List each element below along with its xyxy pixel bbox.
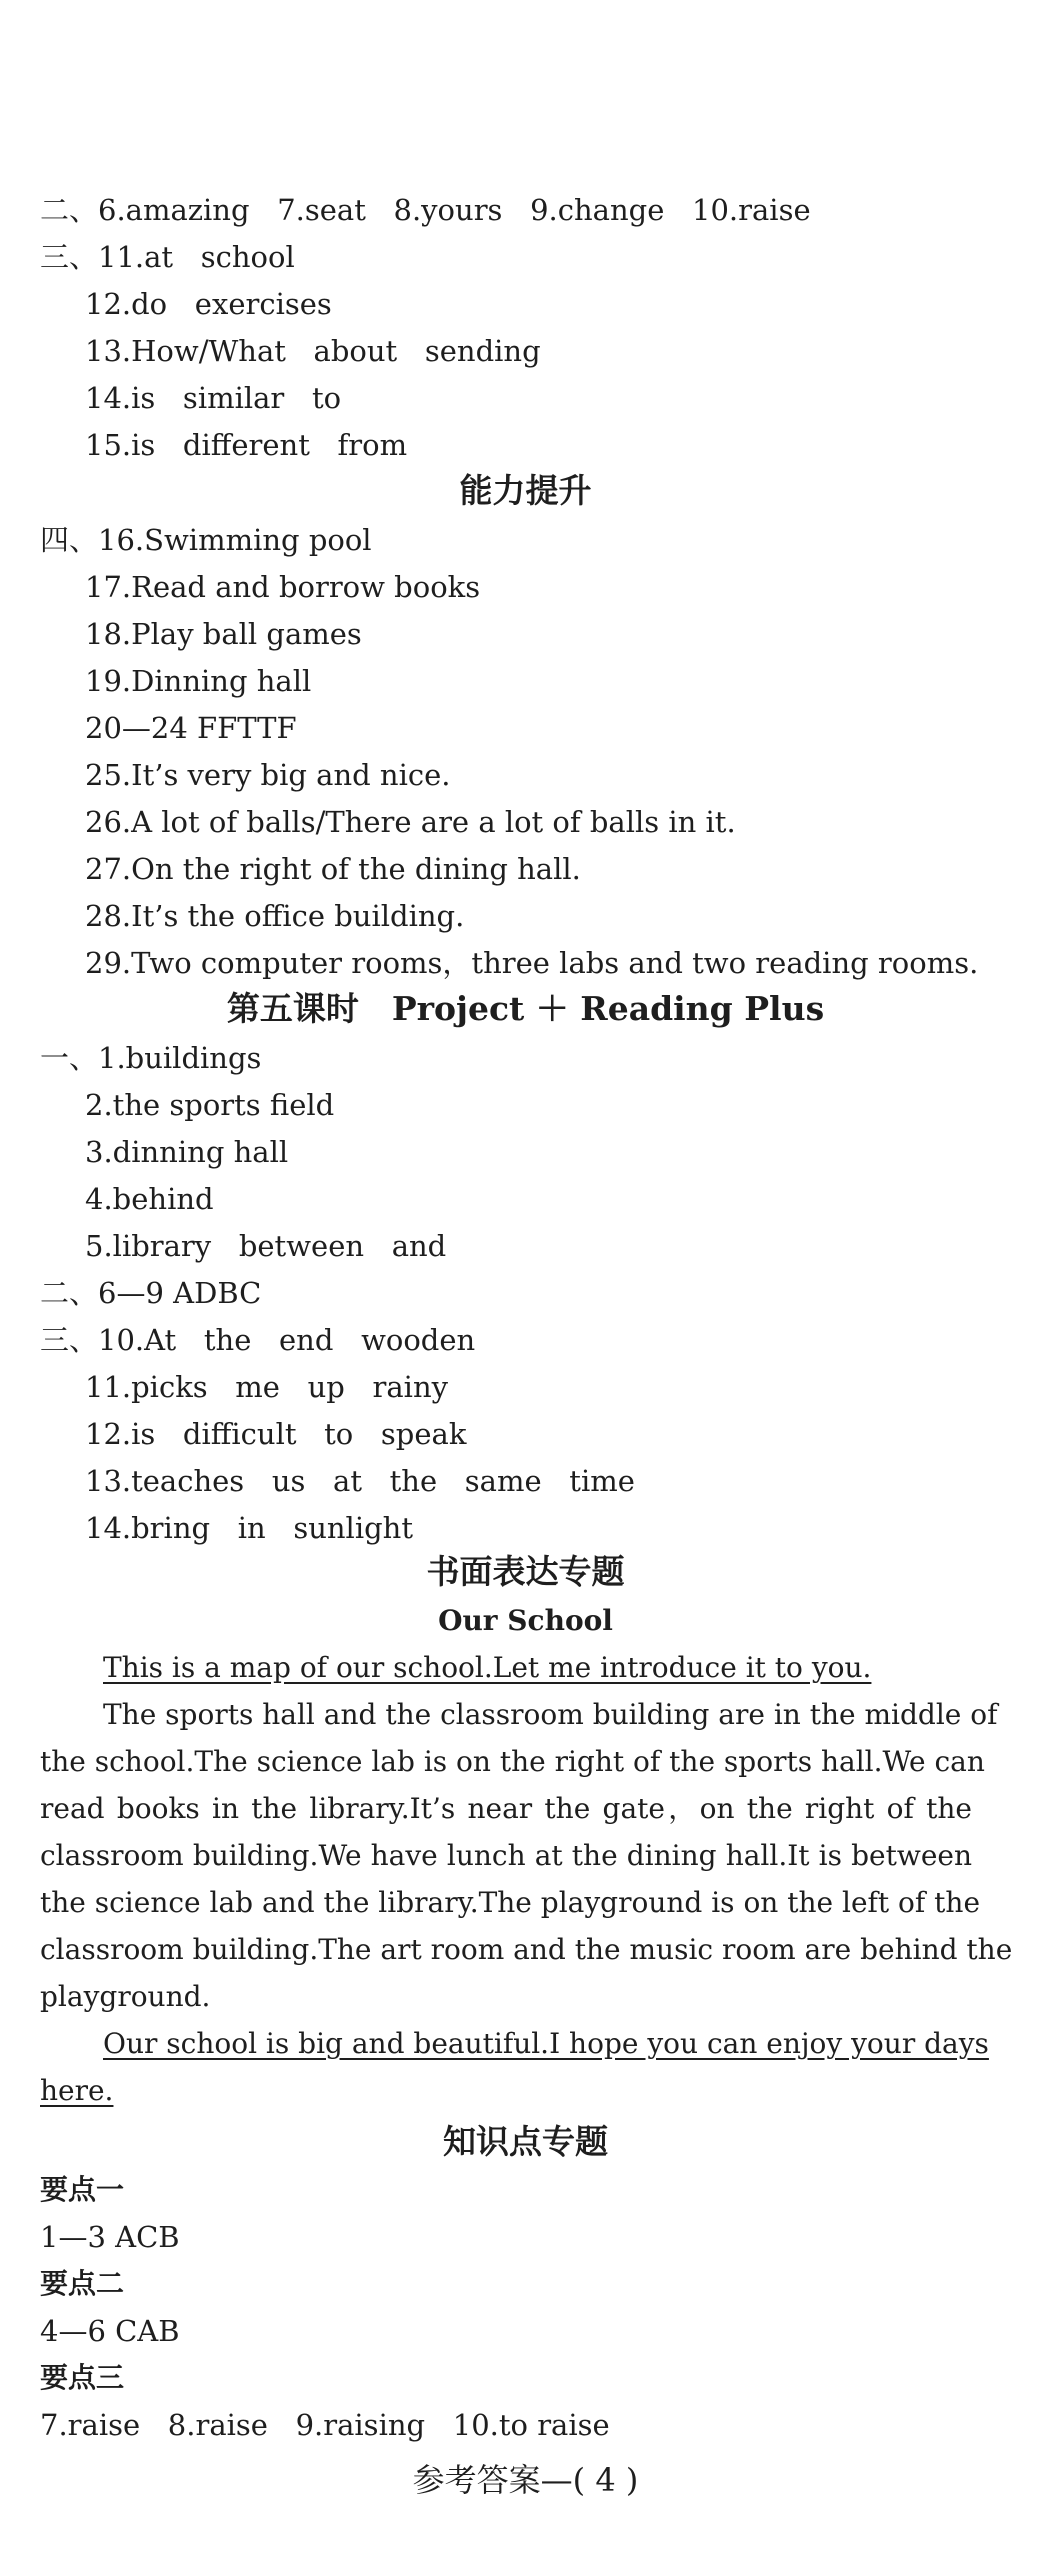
answer-line: 29.Two computer rooms，three labs and two reading rooms.	[85, 946, 979, 980]
essay-intro	[103, 1648, 972, 1688]
answer-line: 4.behind	[85, 1182, 214, 1216]
essay-conclusion-line: Our school is big and beautiful.I hope you can enjoy your days	[103, 2027, 989, 2060]
answer-line: 二、6.amazing 7.seat 8.yours 9.change 10.raise	[40, 193, 811, 227]
answer-line: 26.A lot of balls/There are a lot of balls in it.	[85, 805, 736, 839]
section-heading-writing: 书面表达专题	[426, 1552, 625, 1591]
keypoint-label: 要点三	[40, 2361, 125, 2394]
essay-line: read books in the library.It’s near the gate，on the right of the	[40, 1792, 972, 1825]
answer-line: 5.library between and	[85, 1229, 447, 1263]
answer-line: 14.bring in sunlight	[85, 1511, 414, 1545]
answer-line: 12.do exercises	[85, 287, 332, 321]
essay-line: classroom building.We have lunch at the dining hall.It is between	[40, 1839, 972, 1872]
answer-line: 一、1.buildings	[40, 1041, 262, 1075]
essay-intro-text: This is a map of our school.Let me introduce it to you.	[103, 1651, 872, 1684]
section-heading-knowledge: 知识点专题	[443, 2122, 608, 2161]
answer-line: 14.is similar to	[85, 381, 342, 415]
answer-line: 13.How/What about sending	[85, 334, 541, 368]
essay-title: Our School	[438, 1604, 613, 1637]
essay-line: the school.The science lab is on the right of the sports hall.We can	[40, 1745, 985, 1778]
answer-line: 三、10.At the end wooden	[40, 1323, 476, 1357]
answer-line: 12.is difficult to speak	[85, 1417, 467, 1451]
keypoint-label: 要点一	[40, 2173, 125, 2206]
answer-line: 二、6—9 ADBC	[40, 1276, 262, 1310]
keypoint-answer: 4—6 CAB	[40, 2314, 180, 2348]
keypoint-answer: 1—3 ACB	[40, 2220, 180, 2254]
essay-line: classroom building.The art room and the music room are behind the	[40, 1933, 1013, 1966]
answer-line: 18.Play ball games	[85, 617, 362, 651]
answer-line: 三、11.at school	[40, 240, 295, 274]
answer-line: 20—24 FFTTF	[85, 711, 297, 745]
answer-line: 13.teaches us at the same time	[85, 1464, 635, 1498]
essay-conclusion-text: here.	[40, 2074, 114, 2107]
answer-line: 28.It’s the office building.	[85, 899, 465, 933]
essay-line: the science lab and the library.The playground is on the left of the	[40, 1886, 981, 1919]
page-footer: 参考答案—( 4 )	[412, 2461, 639, 2499]
answer-line: 27.On the right of the dining hall.	[85, 852, 581, 886]
answer-line: 19.Dinning hall	[85, 664, 312, 698]
answer-line: 四、16.Swimming pool	[40, 523, 372, 557]
section-heading-ability: 能力提升	[459, 471, 592, 510]
keypoint-label: 要点二	[40, 2267, 125, 2300]
section-heading-lesson5: 第五课时 Project ＋ Reading Plus	[226, 989, 825, 1028]
answer-line: 3.dinning hall	[85, 1135, 289, 1169]
keypoint-answer: 7.raise 8.raise 9.raising 10.to raise	[40, 2408, 610, 2442]
answer-line: 25.It’s very big and nice.	[85, 758, 451, 792]
answer-line: 17.Read and borrow books	[85, 570, 481, 604]
answer-line: 15.is different from	[85, 428, 408, 462]
essay-line: The sports hall and the classroom building are in the middle of	[103, 1698, 998, 1731]
essay-conclusion-end	[40, 2071, 972, 2111]
answer-line: 2.the sports field	[85, 1088, 335, 1122]
answer-line: 11.picks me up rainy	[85, 1370, 449, 1404]
essay-line: playground.	[40, 1980, 211, 2013]
